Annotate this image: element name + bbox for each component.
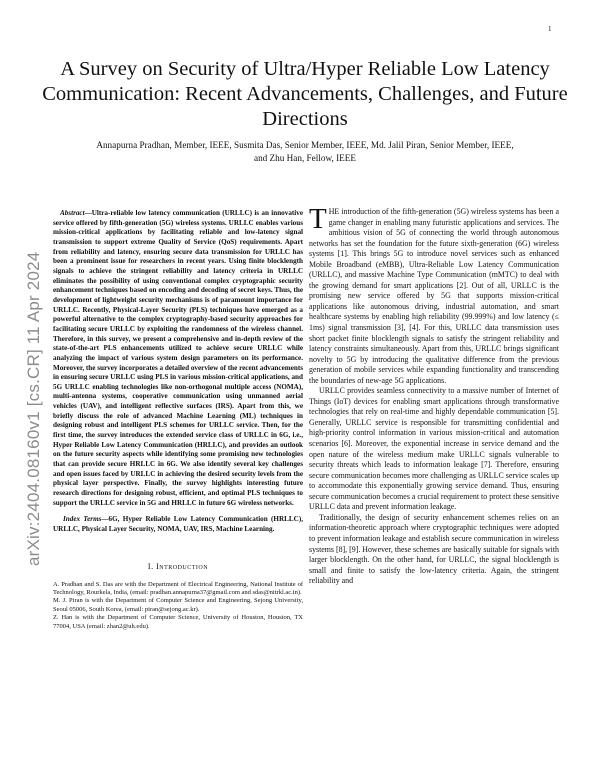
footnote-affiliation-1: A. Pradhan and S. Das are with the Department of Electrical Engineering, National Institute of Technology, Rourkela, India, (email: pradhan.annapurna37@gmail.com and sdas@nitrkl.ac.in). bbox=[53, 580, 303, 597]
section-heading: I. Introduction bbox=[147, 561, 209, 571]
footnote-affiliation-3: Z. Han is with the Department of Computer Science, University of Houston, Houston, TX 77004, USA (email: zhan2@uh.edu). bbox=[53, 614, 303, 630]
abstract-label: Abstract bbox=[59, 209, 85, 217]
author-list bbox=[40, 139, 570, 164]
footnote-affiliation-2: M. J. Piran is with the Department of Computer Science and Engineering, Sejong University, Seoul 05006, South Korea, (email: piran@sejong.ac.kr). bbox=[53, 597, 303, 613]
right-column bbox=[309, 203, 559, 587]
intro-paragraph-1 bbox=[309, 203, 559, 386]
abstract bbox=[53, 209, 303, 508]
drop-cap: T bbox=[309, 203, 327, 235]
index-terms-label: Index Terms bbox=[63, 515, 102, 524]
left-column bbox=[53, 209, 303, 631]
author-line-2: and Zhu Han, Fellow, IEEE bbox=[254, 152, 356, 163]
index-terms-text: —6G, Hyper Reliable Low Latency Communication (HRLLC), URLLC, Physical Layer Security, NOMA, UAV, IRS, Machine Learning. bbox=[53, 515, 303, 533]
abstract-text: —Ultra-reliable low latency communication (URLLC) is an innovative service offered by fifth-generation (5G) wireless systems. URLLC enables various mission-critical applications by facilitating reliable and low-latency signal transmission to support extreme Quality of Service (QoS) requirements. Apart from reliability and latency, ensuring secure data transmission for URLLC has been a prominent issue for researchers in recent years. Using finite blocklength signals to achieve the stringent reliability and latency criteria in URLLC eliminates the possibility of using conventional complex cryptographic security enhancement techniques based on encoding and decoding of secret keys. Thus, the development of lightweight security mechanisms is of paramount importance for URLLC. Recently, Physical-Layer Security (PLS) techniques have emerged as a powerful alternative to the complex cryptography-based security approaches for facilitating secure URLLC by exploiting the randomness of the wireless channel. Therefore, in this survey, we present a comprehensive and in-depth review of the state-of-the-art PLS enhancements utilized to achieve secure URLLC while analyzing the impact of various system design parameters on its performance. Moreover, the survey incorporates a detailed overview of the recent advancements in ensuring secure URLLC using PLS in various mission-critical applications, and 5G URLLC enabling technologies like non-orthogonal multiple access (NOMA), multi-antenna systems, cooperative communication using unmanned aerial vehicles (UAV), and intelligent reflective surfaces (IRS). Apart from this, we briefly discuss the role of advanced Machine Learning (ML) techniques in designing robust and intelligent PLS schemes for URLLC service. Then, for the first time, the survey introduces the extended service class of URLLC in 6G, i.e., Hyper Reliable Low Latency Communication (HRLLC), and provides an outlook on the future security aspects while identifying some promising new technologies that can provide secure HRLLC in 6G. We also identify several key challenges and open issues faced by URLLC in achieving the desired security levels from the physical layer perspective. Finally, the survey highlights interesting future research directions for designing robust, efficient, and optimal PLS techniques to support the URLLC service in 5G and HRLLC in future 6G wireless networks. bbox=[53, 209, 303, 507]
paper-title: A Survey on Security of Ultra/Hyper Reliable Low Latency Communication: Recent Advancements, Challenges, and Future Directions bbox=[42, 58, 568, 130]
intro-paragraph-2: URLLC provides seamless connectivity to a massive number of Internet of Things (IoT) devices for enabling smart applications through transformative technologies that rely on real-time and highly dependable communication [5]. Generally, URLLC service is responsible for transmitting confidential and high-priority control information in various mission-critical and automation scenarios [6]. Moreover, the exponential increase in service demand and the open nature of the wireless medium make URLLC signals vulnerable to security threats which leads to information leakage [7]. Therefore, ensuring secure communication becomes more challenging as URLLC service scales up to accommodate this exponentially growing service demand. Thus, ensuring secure communication becomes a crucial requirement to protect these sensitive URLLC data and prevent information leakage. bbox=[309, 386, 559, 512]
footnotes bbox=[53, 581, 303, 631]
index-terms bbox=[53, 515, 303, 534]
arxiv-identifier: arXiv:2404.08160v1 [cs.CR] 11 Apr 2024 bbox=[24, 251, 43, 566]
author-line-1: Annapurna Pradhan, Member, IEEE, Susmita Das, Senior Member, IEEE, Md. Jalil Piran, Senior Member, IEEE, bbox=[96, 140, 514, 150]
page-number: 1 bbox=[548, 25, 552, 33]
intro-lead-text: HE introduction of the fifth-generation (5G) wireless systems has been a game changer in enabling many futuristic applications and services. The ambitious vision of 5G of connecting the world through autonomous networks has set the foundation for the future sixth-generation (6G) wireless systems [1]. This brings 5G to introduce novel services such as enhanced Mobile Broadband (eMBB), Ultra-Reliable Low Latency Communication (URLLC), and massive Machine Type Communication (mMTC) to deal with the growing demand for smart applications [2]. Out of all, URLLC is the promising new service offered by 5G that supports mission-critical applications like autonomous driving, industrial automation, and smart healthcare systems by enabling high reliability (99.999%) and low latency (≤ 1ms) signal transmission [3], [4]. For this, URLLC data transmission uses short packet finite blocklength signals to satisfy the stringent reliability and latency constraints simultaneously. Apart from this, URLLC brings significant novelty to 5G by introducing the qualitative difference from the previous generation of mobile services while expanding functionality and transcending the boundaries of new-age 5G applications. bbox=[309, 207, 559, 385]
intro-paragraph-3: Traditionally, the design of security enhancement schemes relies on an information-theoretic approach where cryptographic techniques were adopted to prevent information leakage and establish secure communication in wireless systems [8], [9]. However, these schemes are basically suitable for signals with larger blocklength. On the other hand, for URLLC, the signal blocklength is small and finite to satisfy the low-latency criteria. Again, the stringent reliability and bbox=[309, 512, 559, 586]
